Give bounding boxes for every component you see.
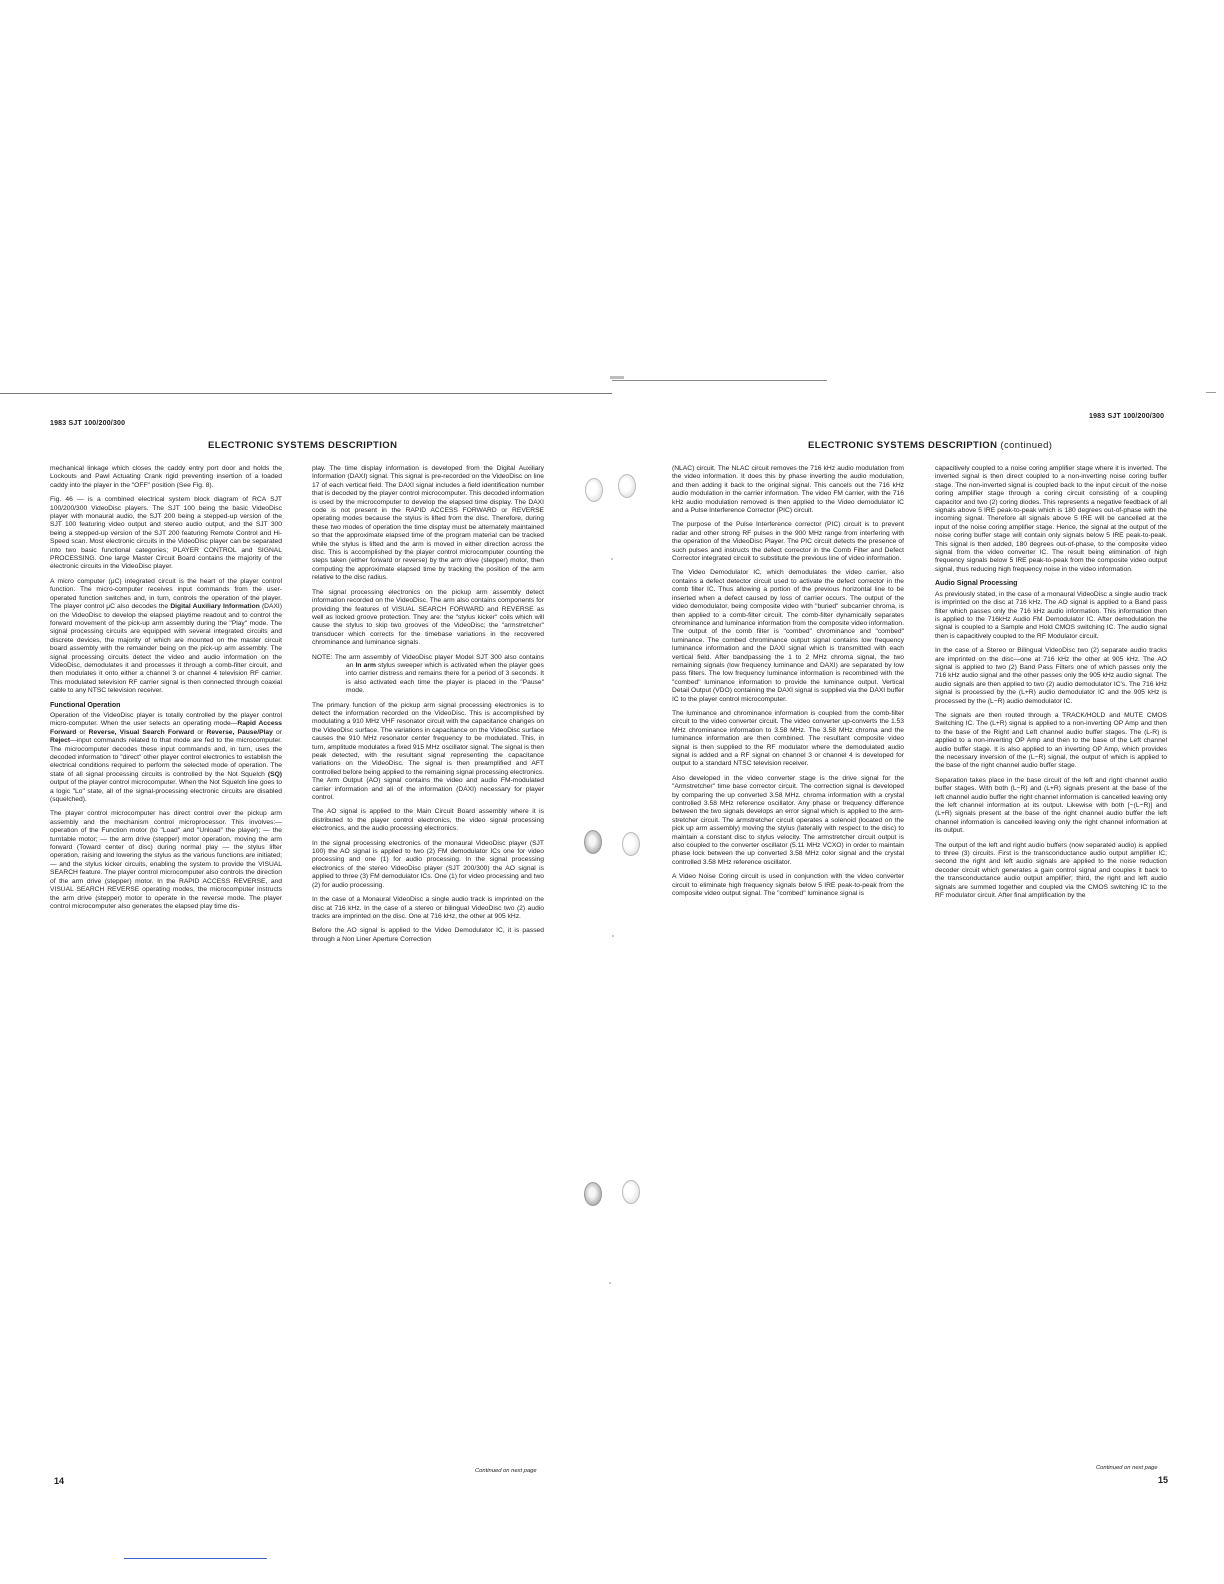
left-model-header: 1983 SJT 100/200/300 — [50, 420, 126, 427]
left-page-title: ELECTRONIC SYSTEMS DESCRIPTION — [208, 440, 398, 451]
paragraph: play. The time display information is developed from the Digital Auxiliary Information (DAXI) signal. This signal is pre-recorded on the VideoDisc on line 17 of each vertical field. The DAXI signal includes a field identification number that is decoded by the player control microcomputer. This decoded information is used by the microcomputer to develop the elapsed time display. The DAXI code is not present in the RAPID ACCESS FORWARD or REVERSE operating modes because the stylus is lifted from the disc. Therefore, during these two modes of operation the time display must be alternately maintained so that the approximate elapsed time of the program material can be tracked while the stylus is lifted and the arm is moved in either direction across the disc. This is accomplished by the player control microcomputer counting the steps taken (either forward or reverse) by the arm drive (stepper) motor, then computing the approximate elapsed time by tracking the position of the arm relative to the disc radius. — [312, 465, 544, 582]
paragraph: A micro computer (μC) integrated circuit is the heart of the player control function. The micro-computer receives input commands from the user-operated function switches and, in turn, controls the operation of the player. The player control μC also decodes the Digital Auxiliary Information (DAXI) on the VideoDisc to develop the elapsed playtime readout and to control the forward movement of the pick-up arm assembly during the "Play" mode. The signal processing circuits are equipped with several integrated circuits and discrete devices, the majority of which are mounted on the master circuit board assembly with the remainder being on the pick-up arm assembly. The signal processing circuits detect the video and audio information on the VideoDisc, demodulates it and processes it through a comb-filter circuit, and then modulates it onto either a channel 3 or channel 4 television RF carrier. This modulated television RF carrier signal is then connected through coaxial cable to any NTSC television receiver. — [50, 577, 282, 695]
gutter-mark — [610, 376, 624, 379]
continued-note-right: Continued on next page — [1096, 1465, 1158, 1471]
corner-mark — [1206, 392, 1216, 393]
scan-dot — [609, 1282, 611, 1284]
right-column-2 — [935, 465, 1167, 1465]
binder-hole-bottom-left — [584, 1182, 602, 1206]
page-number-left: 14 — [54, 1476, 65, 1486]
section-heading: Audio Signal Processing — [935, 580, 1018, 588]
paragraph: Fig. 46 — is a combined electrical system block diagram of RCA SJT 100/200/300 VideoDisc players. The SJT 100 being the basic VideoDisc player with monaural audio, the SJT 200 being a stepped-up version of the SJT 100 featuring video output and stereo audio output, and the SJT 300 being a stepped-up version of the SJT 200 featuring Remote Control and Hi-Speed scan. Most electronic circuits in the VideoDisc player can be separated into two basic functional categories; PLAYER CONTROL and SIGNAL PROCESSING. One large Master Circuit Board contains the majority of the electronic circuits in the VideoDisc player. — [50, 496, 282, 571]
paragraph: capacitively coupled to a noise coring amplifier stage where it is inverted. The inverted signal is then direct coupled to a non-inverting noise coring buffer stage. The non-inverted signal is coupled back to the input circuit of the noise coring amplifier stage through a coring circuit consisting of a coupling capacitor and two (2) coring diodes. This represents a negative feedback of all signals above 5 IRE peak-to-peak which is 180 degrees out-of-phase with the incoming signal. Therefore all signals above 5 IRE will be cancelled at the input of the noise coring amplifier stage. Hence, the signal at the output of the noise coring buffer stage will contain only signals below 5 IRE peak-to-peak. This signal is then added, 180 degrees out-of-phase, to the composite video signal from the video converter IC. The result being elimination of high frequency signals below 5 IRE peak-to-peak from the composite video output signal, thus reducing high frequency noise in the video information. — [935, 465, 1167, 573]
note: NOTE: The arm assembly of VideoDisc player Model SJT 300 also contains an In arm stylus sweeper which is activated when the player goes into carrier distress and remains there for a period of 3 seconds. It is also activated each time the player is placed in the "Pause" mode. — [312, 653, 544, 695]
scan-dot — [612, 935, 614, 937]
paragraph: Also developed in the video converter stage is the drive signal for the "Armstretcher" time base corrector circuit. The correction signal is developed by comparing the up converted 3.58 MHz. chroma information with a crystal controlled 3.58 MHz reference oscillator. Any phase or frequency difference between the two signals develops an error signal which is applied to the arm-stretcher circuit. The armstretcher circuit operates a solenoid (located on the pick up arm assembly) moving the stylus (laterally with respect to the disc) to maintain a constant disc to stylus velocity. The armstretcher circuit output is also coupled to the converter oscillator (5.11 MHz VCXO) in order to maintain phase lock between the up converted 3.58 MHz color signal and the crystal controlled 3.58 MHz reference oscillator. — [672, 774, 904, 866]
paragraph: The luminance and chrominance information is coupled from the comb-filter circuit to the video converter circuit. The video converter up-converts the 1.53 MHz chrominance information to 3.58 MHz. The 3.58 MHz chroma and the luminance information are then combined. The resultant composite video signal is then supplied to the RF modulator where the demodulated audio signal is added and a RF signal on channel 3 or channel 4 is developed for output to a standard NTSC television receiver. — [672, 709, 904, 768]
binder-hole-mid-left — [584, 830, 602, 854]
left-column-2 — [312, 465, 544, 1465]
binder-hole-top-right — [618, 474, 636, 498]
scan-artifact-line — [124, 1558, 267, 1559]
paragraph: mechanical linkage which closes the caddy entry port door and holds the Lockouts and Pawl Actuating Crank rigid preventing insertion of a loaded caddy into the player in the "OFF" position (See Fig. 8). — [50, 465, 282, 489]
right-page-title: ELECTRONIC SYSTEMS DESCRIPTION (continued) — [808, 440, 1053, 451]
top-edge-line-right — [612, 380, 827, 381]
paragraph: The signal processing electronics on the pickup arm assembly detect information recorded on the VideoDisc. The arm also contains components for providing the features of VISUAL SEARCH FORWARD and REVERSE as well as locked groove protection. They are: the "stylus kicker" coils which will cause the stylus to skip two grooves of the VideoDisc; the "armstretcher" transducer which corrects for the timebase variations in the recovered chrominance and luminance signals. — [312, 588, 544, 647]
paragraph: The purpose of the Pulse Interference corrector (PIC) circuit is to prevent radar and other strong RF pulses in the 900 MHz range from interfering with the operation of the VideoDisc Player. The PIC circuit detects the presence of such pulses and instructs the defect corrector in the Comb Filter and Defect Corrector integrated circuit to substitute the previous line of video information. — [672, 521, 904, 563]
top-edge-line-left — [0, 393, 612, 394]
paragraph: Before the AO signal is applied to the Video Demodulator IC, it is passed through a Non Liner Aperture Correction — [312, 927, 544, 943]
paragraph: The primary function of the pickup arm signal processing electronics is to detect the information recorded on the VideoDisc. This is accomplished by modulating a 910 MHz VHF resonator circuit with the capacitance changes on the VideoDisc surface. The variations in capacitance on the VideoDisc surface causes the 910 MHz resonator center frequency to be modulated. This, in turn, amplitude modulates a fixed 915 MHz oscillator signal. The signal is then peak detected, with the resultant signal representing the capacitance variations on the VideoDisc. The signal is then preamplified and AFT controlled before being applied to the remaining signal processing electronics. The Arm Output (AO) signal contains the video and audio FM-modulated carrier information and all of the information (DAXI) necessary for player control. — [312, 701, 544, 802]
paragraph: Separation takes place in the base circuit of the left and right channel audio buffer stages. With both (L−R) and (L+R) signals present at the base of the left channel audio buffer the right channel information is cancelled leaving only the left channel information at its output. Likewise with both [−(L−R)] and (L+R) signals present at the base of the right channel audio buffer the left channel information is cancelled leaving only the right channel information at its output. — [935, 776, 1167, 835]
section-heading: Functional Operation — [50, 701, 121, 709]
page-number-right: 15 — [1158, 1475, 1169, 1485]
paragraph: A Video Noise Coring circuit is used in conjunction with the video converter circuit to eliminate high frequency signals below 5 IRE peak-to-peak from the composite video output signal. The "combed" luminance signal is — [672, 873, 904, 898]
right-model-header: 1983 SJT 100/200/300 — [1089, 413, 1165, 420]
binder-hole-bottom-right — [622, 1180, 640, 1204]
paragraph: In the case of a Stereo or Bilingual VideoDisc two (2) separate audio tracks are imprinted on the disc—one at 716 kHz the other at 905 kHz. The AO signal is applied to two (2) Band Pass Filters one of which passes only the 716 kHz audio signal and the other passes only the 905 kHz audio signal. The audio signals are then applied to two (2) audio demodulator IC's. The 716 kHz signal is processed by the (L+R) audio demodulator IC and the 905 kHz is processed by the (L−R) audio demodulator IC. — [935, 647, 1167, 705]
paragraph: As previously stated, in the case of a monaural VideoDisc a single audio track is imprinted on the disc at 716 kHz. The AO signal is applied to a Band pass filter which passes only the 716 kHz audio information. This information then is applied to the 716kHz Audio FM Demodulator IC. After demodulation the signal is coupled to a Sample and Hold CMOS switching IC. The audio signal then is capacitively coupled to the RF Modulator circuit. — [935, 590, 1167, 640]
left-column-1 — [50, 465, 282, 1465]
paragraph: The AO signal is applied to the Main Circuit Board assembly where it is distributed to the player control electronics, the video signal processing electronics, and the audio processing electronics. — [312, 808, 544, 833]
scan-dot — [611, 558, 613, 560]
paragraph: The player control microcomputer has direct control over the pickup arm assembly and the mechanism control microprocessor. This involves:—operation of the Function motor (to "Load" and "Unload" the player); — the turntable motor; — the arm drive (stepper) motor operation, moving the arm forward (Toward center of disc) during normal play — the stylus lifter operation, raising and lowering the stylus as the various functions are initiated; — and the stylus kicker circuits, enabling the system to provide the VISUAL SEARCH feature. The player control microcomputer also controls the direction of the arm drive (stepper) motor. In the RAPID ACCESS REVERSE, and VISUAL SEARCH REVERSE operating modes, the microcomputer instructs the arm drive (stepper) motor to operate in the reverse mode. The player control microcomputer also generates the elapsed play time dis- — [50, 810, 282, 910]
right-column-1 — [672, 465, 904, 1465]
continued-note-left: Continued on next page — [475, 1468, 537, 1474]
paragraph: The output of the left and right audio buffers (now separated audio) is applied to three (3) circuits. First is the transconductance audio output amplifier IC; second the right and left audio signals are applied to the noise reduction decoder circuit which generates a gain control signal and couples it back to the transconductance audio output amplifier; third, the right and left audio signals are summed together and coupled via the CMOS switching IC to the RF modulator circuit. After final amplification by the — [935, 841, 1167, 900]
binder-hole-top-left — [585, 478, 603, 502]
paragraph: The Video Demodulator IC, which demodulates the video carrier, also contains a defect detector circuit used to activate the defect corrector in the comb filter IC. Thus allowing a portion of the previous horizontal line to be inserted when a defect caused by loss of carrier occurs. The output of the video demodulator, being composite video with "buried" subcarrier chroma, is then applied to a comb-filter circuit. The comb-filter dynamically separates chrominance and luminance information from the composite video information. The output of the comb filter is "combed" chrominance and "combed" luminance. The combed chrominance output signal contains low frequency luminance information and the DAXI signal which is transmitted with each vertical field. After bandpassing the 1 to 2 MHz chroma signal, the two remaining signals (low frequency luminance and DAXI) are separated by low pass filters. The low frequency luminance information is recombined with the "combed" luminance information to provide the luminance output. Vertical Detail Output (VDO) containing the DAXI signal is supplied via the DAXI buffer IC to the player control microcomputer. — [672, 569, 904, 703]
paragraph: In the case of a Monaural VideoDisc a single audio track is imprinted on the disc at 716 kHz. In the case of a stereo or bilingual VideoDisc two (2) audio tracks are imprinted on the disc. One at 716 kHz, the other at 905 kHz. — [312, 896, 544, 920]
emphasis: Digital Auxiliary Information — [170, 603, 260, 611]
paragraph: In the signal processing electronics of the monaural VideoDisc player (SJT 100) the AO signal is applied to two (2) FM demodulator ICs one for video processing and one (1) for audio processing. In the signal processing electronics of the stereo VideoDisc player (SJT 200/300) the AO signal is applied to three (3) FM demodulator ICs. One (1) for video processing and two (2) for audio processing. — [312, 839, 544, 889]
paragraph: The signals are then routed through a TRACK/HOLD and MUTE CMOS Switching IC. The (L+R) signal is applied to a non-inverting OP Amp and then to the base of the Right and Left channel audio buffer stages. The (L-R) is applied to a non-inverting OP Amp and then to the base of the Left channel audio buffer stage. It is also applied to an inverting OP Amp, which provides the necessary inversion of the (L−R) signal, the output of which is applied to the base of the right channel audio buffer stage. — [935, 711, 1167, 770]
paragraph: Operation of the VideoDisc player is totally controlled by the player control micro-computer. When the user selects an operating mode—Rapid Access Forward or Reverse, Visual Search Forward or Reverse, Pause/Play or Reject—input commands related to that mode are fed to the microcomputer. The microcomputer decodes these input commands and, in turn, uses the decoded information to "direct" other player control electronics to establish the electrical conditions required to perform the selected mode of operation. The state of all signal processing circuits is controlled by the Not Squelch (SQ) output of the player control microcomputer. When the Not Squelch line goes to a logic "Lo" state, all of the signal-processing electronic circuits are disabled (squelched). — [50, 711, 282, 804]
paragraph: (NLAC) circuit. The NLAC circuit removes the 716 kHz audio modulation from the video information. It does this by phase inverting the audio modulation, and then adding it back to the original signal. This cancels out the 716 kHz audio modulation in the carrier information. The video FM carrier, with the 716 kHz audio modulation removed is then applied to the Video demodulator IC and a Pulse Interference Corrector (PIC) circuit. — [672, 465, 904, 515]
binder-hole-mid-right — [622, 832, 640, 856]
title-continued: (continued) — [1000, 440, 1053, 451]
